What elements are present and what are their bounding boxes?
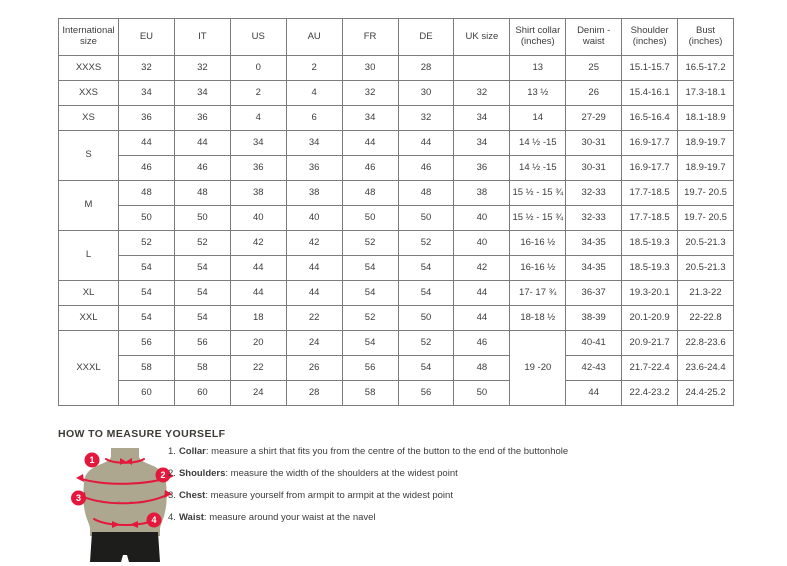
value-cell: 20.5-21.3 bbox=[678, 256, 734, 281]
table-row bbox=[59, 206, 734, 231]
value-cell: 48 bbox=[174, 181, 230, 206]
value-cell: 46 bbox=[119, 156, 175, 181]
measure-step-chest bbox=[168, 485, 568, 507]
value-cell: 20.9-21.7 bbox=[622, 331, 678, 356]
value-cell: 50 bbox=[454, 381, 510, 406]
value-cell: 44 bbox=[286, 281, 342, 306]
value-cell: 52 bbox=[342, 306, 398, 331]
step-badge-collar bbox=[85, 453, 100, 468]
value-cell: 17.7-18.5 bbox=[622, 181, 678, 206]
value-cell: 14 bbox=[510, 106, 566, 131]
value-cell: 56 bbox=[174, 331, 230, 356]
value-cell: 20.5-21.3 bbox=[678, 231, 734, 256]
value-cell: 42-43 bbox=[566, 356, 622, 381]
value-cell: 19 -20 bbox=[510, 331, 566, 406]
step-number: 4. bbox=[168, 512, 176, 523]
table-row bbox=[59, 331, 734, 356]
table-row bbox=[59, 181, 734, 206]
mannequin-figure bbox=[70, 448, 180, 566]
value-cell: 44 bbox=[119, 131, 175, 156]
value-cell: 54 bbox=[174, 281, 230, 306]
value-cell: 40 bbox=[454, 206, 510, 231]
value-cell: 56 bbox=[398, 381, 454, 406]
value-cell: 18.5-19.3 bbox=[622, 256, 678, 281]
value-cell: 56 bbox=[119, 331, 175, 356]
column-header: Bust (inches) bbox=[678, 19, 734, 56]
value-cell: 22.8-23.6 bbox=[678, 331, 734, 356]
value-cell: 50 bbox=[119, 206, 175, 231]
value-cell: 36 bbox=[286, 156, 342, 181]
international-size-cell: L bbox=[59, 231, 119, 281]
value-cell: 18.9-19.7 bbox=[678, 156, 734, 181]
value-cell: 38-39 bbox=[566, 306, 622, 331]
value-cell: 19.7- 20.5 bbox=[678, 206, 734, 231]
value-cell: 50 bbox=[174, 206, 230, 231]
value-cell: 30-31 bbox=[566, 131, 622, 156]
value-cell: 18-18 ½ bbox=[510, 306, 566, 331]
table-row bbox=[59, 381, 734, 406]
value-cell: 32 bbox=[398, 106, 454, 131]
table-row bbox=[59, 356, 734, 381]
value-cell: 32-33 bbox=[566, 206, 622, 231]
value-cell: 32 bbox=[342, 81, 398, 106]
value-cell: 56 bbox=[342, 356, 398, 381]
step-label: Shoulders bbox=[178, 468, 226, 479]
value-cell: 46 bbox=[454, 331, 510, 356]
step-badge-waist bbox=[147, 513, 162, 528]
value-cell: 34-35 bbox=[566, 256, 622, 281]
value-cell: 34 bbox=[119, 81, 175, 106]
value-cell: 44 bbox=[286, 256, 342, 281]
value-cell: 13 ½ bbox=[510, 81, 566, 106]
value-cell: 40 bbox=[454, 231, 510, 256]
value-cell: 36-37 bbox=[566, 281, 622, 306]
step-badge-chest bbox=[71, 491, 86, 506]
value-cell: 14 ½ -15 bbox=[510, 131, 566, 156]
table-row bbox=[59, 306, 734, 331]
value-cell: 44 bbox=[566, 381, 622, 406]
step-number: 1. bbox=[168, 446, 176, 457]
value-cell: 15.4-16.1 bbox=[622, 81, 678, 106]
step-text: : measure around your waist at the navel bbox=[203, 512, 376, 523]
value-cell: 4 bbox=[230, 106, 286, 131]
value-cell: 44 bbox=[230, 256, 286, 281]
value-cell: 26 bbox=[566, 81, 622, 106]
value-cell: 36 bbox=[119, 106, 175, 131]
value-cell: 19.3-20.1 bbox=[622, 281, 678, 306]
value-cell: 34 bbox=[454, 106, 510, 131]
value-cell: 38 bbox=[286, 181, 342, 206]
value-cell: 16.5-17.2 bbox=[678, 56, 734, 81]
value-cell: 15 ½ - 15 ¾ bbox=[510, 206, 566, 231]
svg-text:4: 4 bbox=[151, 515, 157, 526]
value-cell: 48 bbox=[398, 181, 454, 206]
value-cell: 58 bbox=[174, 356, 230, 381]
international-size-cell: XS bbox=[59, 106, 119, 131]
value-cell: 44 bbox=[174, 131, 230, 156]
value-cell: 21.3-22 bbox=[678, 281, 734, 306]
value-cell: 54 bbox=[174, 256, 230, 281]
value-cell: 18 bbox=[230, 306, 286, 331]
value-cell: 40 bbox=[286, 206, 342, 231]
size-table-header bbox=[59, 19, 734, 56]
value-cell: 21.7-22.4 bbox=[622, 356, 678, 381]
international-size-cell: S bbox=[59, 131, 119, 181]
value-cell: 54 bbox=[398, 256, 454, 281]
value-cell: 30-31 bbox=[566, 156, 622, 181]
value-cell: 50 bbox=[342, 206, 398, 231]
value-cell: 52 bbox=[398, 231, 454, 256]
value-cell: 17.3-18.1 bbox=[678, 81, 734, 106]
value-cell: 40-41 bbox=[566, 331, 622, 356]
value-cell: 44 bbox=[398, 131, 454, 156]
value-cell: 6 bbox=[286, 106, 342, 131]
value-cell: 34 bbox=[454, 131, 510, 156]
value-cell: 52 bbox=[342, 231, 398, 256]
value-cell: 20 bbox=[230, 331, 286, 356]
table-row bbox=[59, 281, 734, 306]
table-row bbox=[59, 156, 734, 181]
value-cell: 58 bbox=[119, 356, 175, 381]
table-row bbox=[59, 81, 734, 106]
value-cell: 40 bbox=[230, 206, 286, 231]
column-header: US bbox=[230, 19, 286, 56]
value-cell: 34 bbox=[342, 106, 398, 131]
international-size-cell: XXXL bbox=[59, 331, 119, 406]
value-cell: 2 bbox=[230, 81, 286, 106]
table-row bbox=[59, 56, 734, 81]
value-cell: 46 bbox=[174, 156, 230, 181]
value-cell: 54 bbox=[398, 281, 454, 306]
value-cell: 52 bbox=[119, 231, 175, 256]
value-cell: 28 bbox=[286, 381, 342, 406]
step-label: Waist bbox=[178, 512, 204, 523]
value-cell: 50 bbox=[398, 206, 454, 231]
value-cell: 13 bbox=[510, 56, 566, 81]
value-cell: 42 bbox=[286, 231, 342, 256]
value-cell: 30 bbox=[398, 81, 454, 106]
step-text: : measure yourself from armpit to armpit at the widest point bbox=[205, 490, 453, 501]
value-cell: 54 bbox=[119, 256, 175, 281]
value-cell: 42 bbox=[454, 256, 510, 281]
step-number: 3. bbox=[168, 490, 176, 501]
value-cell: 22-22.8 bbox=[678, 306, 734, 331]
column-header: AU bbox=[286, 19, 342, 56]
shoulders-arrow-left bbox=[76, 474, 84, 482]
value-cell: 32 bbox=[174, 56, 230, 81]
size-conversion-table bbox=[58, 18, 734, 406]
value-cell: 4 bbox=[286, 81, 342, 106]
value-cell: 25 bbox=[566, 56, 622, 81]
value-cell: 16-16 ½ bbox=[510, 256, 566, 281]
value-cell: 48 bbox=[454, 356, 510, 381]
value-cell: 54 bbox=[342, 281, 398, 306]
column-header: Shirt collar (inches) bbox=[510, 19, 566, 56]
column-header: Shoulder (inches) bbox=[622, 19, 678, 56]
svg-text:2: 2 bbox=[160, 470, 166, 481]
table-row bbox=[59, 231, 734, 256]
value-cell: 19.7- 20.5 bbox=[678, 181, 734, 206]
value-cell: 46 bbox=[342, 156, 398, 181]
value-cell: 23.6-24.4 bbox=[678, 356, 734, 381]
value-cell bbox=[454, 56, 510, 81]
value-cell: 20.1-20.9 bbox=[622, 306, 678, 331]
value-cell: 24 bbox=[286, 331, 342, 356]
international-size-cell: XXXS bbox=[59, 56, 119, 81]
column-header: Denim - waist bbox=[566, 19, 622, 56]
value-cell: 27-29 bbox=[566, 106, 622, 131]
measure-heading: HOW TO MEASURE YOURSELF bbox=[58, 428, 226, 440]
value-cell: 50 bbox=[398, 306, 454, 331]
value-cell: 54 bbox=[174, 306, 230, 331]
value-cell: 18.9-19.7 bbox=[678, 131, 734, 156]
value-cell: 17.7-18.5 bbox=[622, 206, 678, 231]
value-cell: 32 bbox=[119, 56, 175, 81]
value-cell: 52 bbox=[174, 231, 230, 256]
value-cell: 16.9-17.7 bbox=[622, 156, 678, 181]
value-cell: 44 bbox=[230, 281, 286, 306]
value-cell: 30 bbox=[342, 56, 398, 81]
value-cell: 38 bbox=[230, 181, 286, 206]
value-cell: 58 bbox=[342, 381, 398, 406]
value-cell: 44 bbox=[342, 131, 398, 156]
value-cell: 16-16 ½ bbox=[510, 231, 566, 256]
column-header: EU bbox=[119, 19, 175, 56]
value-cell: 16.5-16.4 bbox=[622, 106, 678, 131]
value-cell: 18.1-18.9 bbox=[678, 106, 734, 131]
value-cell: 22 bbox=[286, 306, 342, 331]
value-cell: 44 bbox=[454, 306, 510, 331]
value-cell: 32 bbox=[454, 81, 510, 106]
column-header: FR bbox=[342, 19, 398, 56]
step-label: Collar bbox=[178, 446, 206, 457]
value-cell: 38 bbox=[454, 181, 510, 206]
international-size-cell: XXS bbox=[59, 81, 119, 106]
value-cell: 2 bbox=[286, 56, 342, 81]
table-row bbox=[59, 106, 734, 131]
value-cell: 0 bbox=[230, 56, 286, 81]
value-cell: 22.4-23.2 bbox=[622, 381, 678, 406]
value-cell: 16.9-17.7 bbox=[622, 131, 678, 156]
value-cell: 14 ½ -15 bbox=[510, 156, 566, 181]
value-cell: 48 bbox=[342, 181, 398, 206]
step-text: : measure a shirt that fits you from the centre of the button to the end of the buttonhole bbox=[205, 446, 569, 457]
column-header: International size bbox=[59, 19, 119, 56]
step-label: Chest bbox=[178, 490, 206, 501]
value-cell: 24.4-25.2 bbox=[678, 381, 734, 406]
value-cell: 34 bbox=[230, 131, 286, 156]
value-cell: 52 bbox=[398, 331, 454, 356]
table-row bbox=[59, 131, 734, 156]
value-cell: 54 bbox=[119, 281, 175, 306]
value-cell: 48 bbox=[119, 181, 175, 206]
value-cell: 15 ½ - 15 ¾ bbox=[510, 181, 566, 206]
measure-step-shoulders bbox=[168, 463, 568, 485]
step-number: 2. bbox=[168, 468, 176, 479]
header-row bbox=[59, 19, 734, 56]
value-cell: 60 bbox=[119, 381, 175, 406]
value-cell: 54 bbox=[119, 306, 175, 331]
step-text: : measure the width of the shoulders at the widest point bbox=[225, 468, 458, 479]
size-table-body bbox=[59, 56, 734, 406]
svg-text:3: 3 bbox=[75, 493, 82, 504]
value-cell: 28 bbox=[398, 56, 454, 81]
international-size-cell: M bbox=[59, 181, 119, 231]
value-cell: 24 bbox=[230, 381, 286, 406]
column-header: IT bbox=[174, 19, 230, 56]
value-cell: 15.1-15.7 bbox=[622, 56, 678, 81]
value-cell: 26 bbox=[286, 356, 342, 381]
value-cell: 36 bbox=[230, 156, 286, 181]
value-cell: 18.5-19.3 bbox=[622, 231, 678, 256]
value-cell: 36 bbox=[454, 156, 510, 181]
value-cell: 22 bbox=[230, 356, 286, 381]
value-cell: 34 bbox=[174, 81, 230, 106]
value-cell: 34-35 bbox=[566, 231, 622, 256]
value-cell: 44 bbox=[454, 281, 510, 306]
value-cell: 60 bbox=[174, 381, 230, 406]
international-size-cell: XXL bbox=[59, 306, 119, 331]
value-cell: 32-33 bbox=[566, 181, 622, 206]
value-cell: 46 bbox=[398, 156, 454, 181]
value-cell: 17- 17 ¾ bbox=[510, 281, 566, 306]
measure-step-waist bbox=[168, 507, 568, 529]
mannequin-pants bbox=[90, 532, 160, 562]
svg-text:1: 1 bbox=[89, 455, 95, 466]
value-cell: 36 bbox=[174, 106, 230, 131]
table-row bbox=[59, 256, 734, 281]
column-header: UK size bbox=[454, 19, 510, 56]
column-header: DE bbox=[398, 19, 454, 56]
value-cell: 42 bbox=[230, 231, 286, 256]
value-cell: 34 bbox=[286, 131, 342, 156]
value-cell: 54 bbox=[342, 256, 398, 281]
measure-steps bbox=[168, 441, 568, 529]
value-cell: 54 bbox=[342, 331, 398, 356]
international-size-cell: XL bbox=[59, 281, 119, 306]
value-cell: 54 bbox=[398, 356, 454, 381]
measure-step-collar bbox=[168, 441, 568, 463]
